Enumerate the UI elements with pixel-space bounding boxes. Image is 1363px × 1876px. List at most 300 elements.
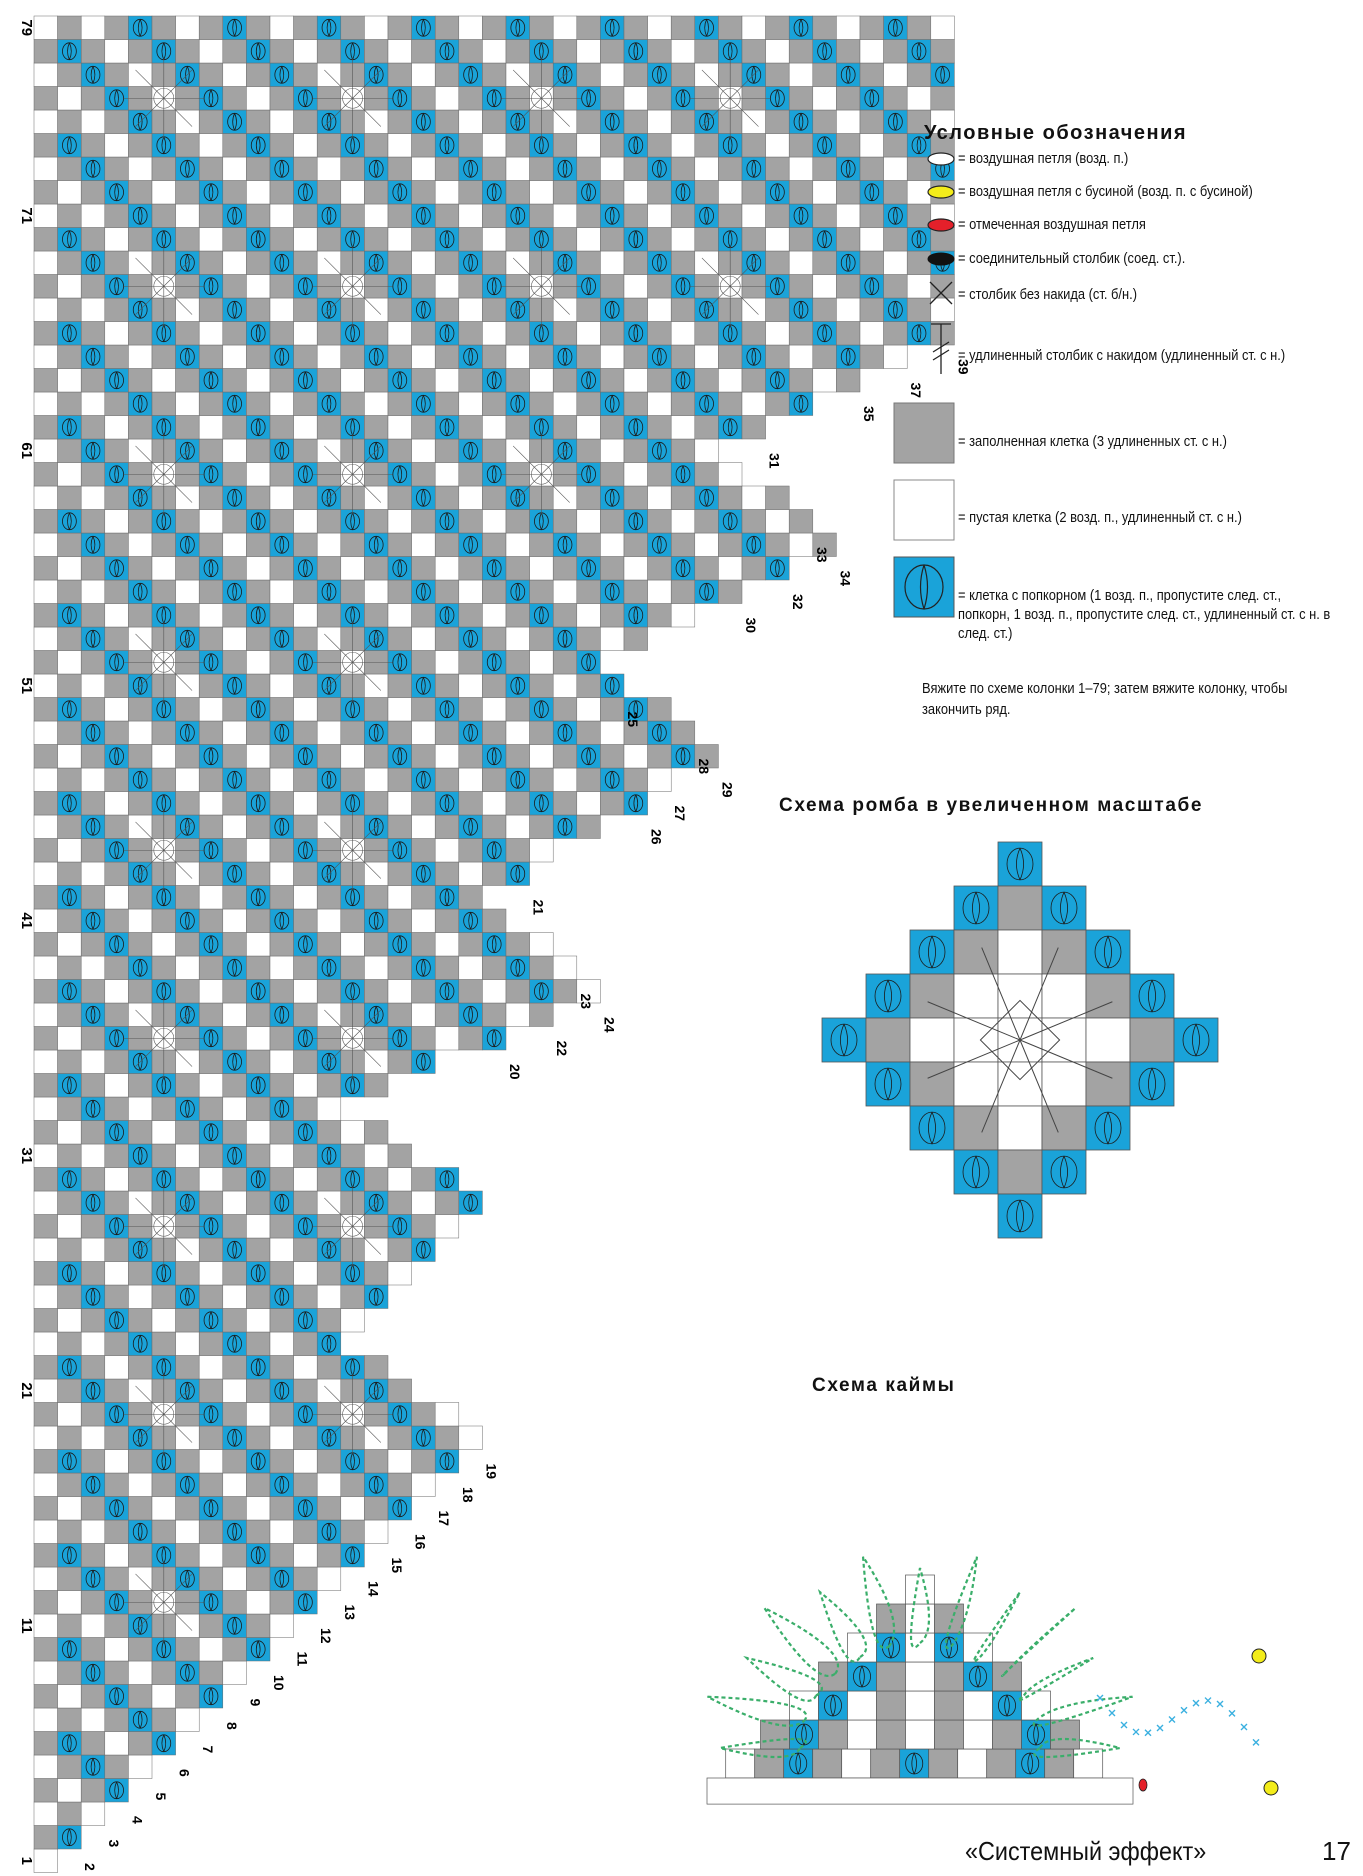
chart-cell — [553, 510, 577, 534]
chart-cell — [34, 1826, 58, 1850]
edging-cell — [877, 1691, 906, 1720]
chart-cell — [624, 251, 648, 275]
chart-cell — [341, 1520, 365, 1544]
chart-cell — [530, 157, 554, 181]
chart-cell — [435, 580, 459, 604]
chart-cell — [506, 721, 530, 745]
chart-cell — [176, 16, 200, 40]
popcorn-mark — [322, 583, 336, 600]
chart-cell — [34, 1779, 58, 1803]
chart-cell — [459, 275, 483, 299]
chart-cell — [553, 792, 577, 816]
chart-cell — [176, 1074, 200, 1098]
edging-cell — [1022, 1691, 1051, 1720]
chart-cell — [459, 416, 483, 440]
row-label: 13 — [341, 1604, 358, 1621]
popcorn-mark — [298, 1218, 312, 1235]
chart-cell — [506, 40, 530, 64]
chart-cell — [459, 510, 483, 534]
chart-cell — [128, 721, 152, 745]
chart-cell — [58, 1027, 82, 1051]
popcorn-mark — [511, 771, 525, 788]
chart-cell — [294, 439, 318, 463]
chart-cell — [81, 1450, 105, 1474]
edging-cross — [1121, 1722, 1127, 1728]
chart-cell — [317, 157, 341, 181]
chart-cell — [81, 40, 105, 64]
popcorn-mark — [157, 1077, 171, 1094]
legend-item-empty: = пустая клетка (2 возд. п., удлиненный ст. с н.) — [958, 509, 1242, 526]
chart-cell — [105, 40, 129, 64]
chart-cell — [577, 604, 601, 628]
chart-cell — [34, 322, 58, 346]
chart-cell — [553, 369, 577, 393]
chart-cell — [270, 181, 294, 205]
popcorn-mark — [440, 325, 454, 342]
popcorn-mark — [251, 1453, 265, 1470]
chart-cell — [270, 110, 294, 134]
chart-cell — [648, 486, 672, 510]
row-label: 3 — [105, 1839, 122, 1848]
popcorn-mark — [62, 231, 76, 248]
chart-cell — [718, 557, 742, 581]
chart-cell — [246, 439, 270, 463]
chart-cell — [600, 557, 624, 581]
popcorn-mark — [818, 137, 832, 154]
chart-cell — [388, 721, 412, 745]
chart-cell — [223, 1074, 247, 1098]
rhombus-cell — [1042, 974, 1086, 1018]
popcorn-mark — [228, 207, 242, 224]
chart-cell — [246, 1614, 270, 1638]
popcorn-mark — [888, 19, 902, 36]
popcorn-mark — [464, 630, 478, 647]
chart-cell — [176, 745, 200, 769]
chart-cell — [506, 533, 530, 557]
popcorn-mark — [534, 701, 548, 718]
chart-cell — [506, 698, 530, 722]
chart-cell — [506, 627, 530, 651]
chart-cell — [317, 1074, 341, 1098]
chart-cell — [695, 345, 719, 369]
popcorn-mark — [110, 1594, 124, 1611]
chart-cell — [553, 16, 577, 40]
popcorn-mark — [346, 1453, 360, 1470]
chart-cell — [530, 580, 554, 604]
chart-cell — [81, 1027, 105, 1051]
chart-cell — [34, 768, 58, 792]
chart-cell — [388, 1473, 412, 1497]
popcorn-mark — [298, 466, 312, 483]
chart-cell — [105, 815, 129, 839]
popcorn-mark — [676, 372, 690, 389]
chart-cell — [317, 416, 341, 440]
chart-cell — [34, 1027, 58, 1051]
popcorn-mark — [393, 466, 407, 483]
chart-cell — [294, 604, 318, 628]
chart-cell — [199, 322, 223, 346]
popcorn-mark — [180, 724, 194, 741]
rhombus-cell — [998, 1106, 1042, 1150]
chart-cell — [128, 228, 152, 252]
popcorn-mark — [605, 113, 619, 130]
chart-cell — [270, 1356, 294, 1380]
popcorn-mark — [133, 771, 147, 788]
chart-cell — [412, 1450, 436, 1474]
edging-cross — [1169, 1717, 1175, 1723]
popcorn-mark — [511, 865, 525, 882]
popcorn-mark — [110, 184, 124, 201]
popcorn-mark — [582, 560, 596, 577]
chart-cell — [341, 956, 365, 980]
rhombus-chart — [760, 820, 1280, 1350]
chart-cell — [718, 181, 742, 205]
chart-cell — [152, 345, 176, 369]
chart-cell — [105, 322, 129, 346]
popcorn-mark — [534, 513, 548, 530]
chart-cell — [317, 1309, 341, 1333]
chart-cell — [34, 533, 58, 557]
chart-cell — [600, 745, 624, 769]
chart-cell — [176, 980, 200, 1004]
chart-cell — [341, 580, 365, 604]
edging-cell — [848, 1720, 877, 1749]
popcorn-mark — [298, 936, 312, 953]
chart-cell — [270, 1426, 294, 1450]
chart-cell — [176, 1520, 200, 1544]
chart-cell — [553, 698, 577, 722]
chart-cell — [624, 204, 648, 228]
chart-cell — [34, 251, 58, 275]
popcorn-mark — [86, 1382, 100, 1399]
chart-cell — [695, 533, 719, 557]
edging-cross — [1193, 1700, 1199, 1706]
chart-cell — [246, 463, 270, 487]
popcorn-mark — [157, 795, 171, 812]
chart-cell — [81, 1050, 105, 1074]
popcorn-mark — [298, 184, 312, 201]
popcorn-mark — [298, 748, 312, 765]
chart-cell — [624, 275, 648, 299]
chart-cell — [270, 1497, 294, 1521]
chart-cell — [364, 228, 388, 252]
popcorn-mark — [770, 372, 784, 389]
legend-item-cross: = столбик без накида (ст. б/н.) — [958, 286, 1138, 303]
chart-cell — [671, 416, 695, 440]
chart-cell — [294, 1238, 318, 1262]
chart-cell — [884, 181, 908, 205]
chart-cell — [81, 463, 105, 487]
chart-cell — [34, 1074, 58, 1098]
chart-cell — [364, 1262, 388, 1286]
chart-cell — [459, 862, 483, 886]
chart-cell — [246, 651, 270, 675]
chart-cell — [530, 674, 554, 698]
chart-cell — [128, 1755, 152, 1779]
column-label: 31 — [18, 1147, 35, 1165]
chart-cell — [860, 110, 884, 134]
chart-cell — [105, 1168, 129, 1192]
chart-cell — [176, 1332, 200, 1356]
popcorn-mark — [204, 1030, 218, 1047]
chart-cell — [506, 228, 530, 252]
chart-cell — [34, 463, 58, 487]
chart-cell — [81, 698, 105, 722]
chart-cell — [648, 204, 672, 228]
popcorn-mark — [86, 536, 100, 553]
chart-cell — [152, 1144, 176, 1168]
popcorn-mark — [393, 1500, 407, 1517]
chart-cell — [388, 604, 412, 628]
chart-cell — [412, 745, 436, 769]
chart-cell — [412, 1003, 436, 1027]
rhombus-section-title: Схема ромба в увеличенном масштабе — [779, 795, 1203, 816]
popcorn-mark — [534, 137, 548, 154]
footer-title: «Системный эффект» — [965, 1836, 1207, 1866]
chart-cell — [294, 322, 318, 346]
chart-cell — [223, 1638, 247, 1662]
chart-cell — [246, 1027, 270, 1051]
chart-cell — [530, 16, 554, 40]
chart-cell — [412, 604, 436, 628]
popcorn-mark — [251, 1359, 265, 1376]
legend-item-treble: = удлиненный столбик с накидом (удлиненный ст. с н.) — [958, 347, 1286, 364]
popcorn-mark — [157, 983, 171, 1000]
chart-cell — [341, 721, 365, 745]
popcorn-mark — [298, 278, 312, 295]
chart-cell — [246, 557, 270, 581]
chart-cell — [553, 392, 577, 416]
chart-cell — [246, 909, 270, 933]
chart-cell — [506, 980, 530, 1004]
chart-cell — [766, 134, 790, 158]
chart-cell — [58, 933, 82, 957]
chart-cell — [813, 63, 837, 87]
chart-cell — [223, 651, 247, 675]
popcorn-mark — [875, 1068, 901, 1100]
chart-cell — [58, 1802, 82, 1826]
chart-cell — [482, 134, 506, 158]
popcorn-mark — [86, 724, 100, 741]
chart-cell — [34, 1238, 58, 1262]
popcorn-mark — [440, 231, 454, 248]
chart-cell — [317, 1544, 341, 1568]
chart-cell — [624, 345, 648, 369]
chart-cell — [105, 1285, 129, 1309]
chart-cell — [176, 416, 200, 440]
chart-cell — [789, 181, 813, 205]
legend-item-bead: = воздушная петля с бусиной (возд. п. с бусиной) — [958, 183, 1253, 200]
chart-cell — [742, 557, 766, 581]
chart-cell — [648, 392, 672, 416]
popcorn-mark — [464, 348, 478, 365]
row-label: 30 — [743, 617, 759, 634]
chart-cell — [152, 1285, 176, 1309]
chart-cell — [105, 1426, 129, 1450]
chart-cell — [482, 533, 506, 557]
chart-cell — [246, 839, 270, 863]
chart-cell — [34, 980, 58, 1004]
chart-cell — [648, 416, 672, 440]
chart-cell — [34, 792, 58, 816]
chart-cell — [152, 1520, 176, 1544]
popcorn-mark — [228, 771, 242, 788]
popcorn-mark — [393, 936, 407, 953]
popcorn-mark — [582, 748, 596, 765]
popcorn-mark — [110, 466, 124, 483]
popcorn-mark — [133, 959, 147, 976]
chart-cell — [105, 204, 129, 228]
chart-cell — [695, 557, 719, 581]
chart-cell — [270, 651, 294, 675]
slip-stitch-icon — [926, 251, 956, 267]
chart-cell — [364, 369, 388, 393]
popcorn-mark — [464, 442, 478, 459]
popcorn-mark — [676, 90, 690, 107]
chart-cell — [223, 416, 247, 440]
chart-cell — [294, 1050, 318, 1074]
popcorn-mark — [346, 795, 360, 812]
chart-cell — [317, 1450, 341, 1474]
chart-cell — [600, 322, 624, 346]
chart-cell — [671, 157, 695, 181]
legend-item-chain: = воздушная петля (возд. п.) — [958, 150, 1129, 167]
chart-cell — [294, 1003, 318, 1027]
popcorn-mark — [346, 607, 360, 624]
chart-cell — [742, 486, 766, 510]
column-label: 79 — [18, 19, 35, 37]
chart-cell — [388, 698, 412, 722]
chart-cell — [34, 1732, 58, 1756]
chart-cell — [199, 1191, 223, 1215]
popcorn-mark — [133, 395, 147, 412]
chart-cell — [341, 1285, 365, 1309]
chart-cell — [199, 416, 223, 440]
chart-cell — [671, 580, 695, 604]
popcorn-mark — [346, 419, 360, 436]
popcorn-mark — [818, 231, 832, 248]
chart-cell — [81, 862, 105, 886]
row-label: 14 — [365, 1581, 382, 1597]
chart-cell — [577, 63, 601, 87]
popcorn-mark — [629, 513, 643, 530]
chart-cell — [223, 533, 247, 557]
chart-cell — [624, 486, 648, 510]
chart-cell — [58, 1238, 82, 1262]
chart-cell — [34, 369, 58, 393]
chart-cell — [199, 1238, 223, 1262]
chart-cell — [223, 63, 247, 87]
popcorn-mark — [275, 818, 289, 835]
popcorn-mark — [86, 254, 100, 271]
popcorn-mark — [62, 137, 76, 154]
chart-cell — [128, 322, 152, 346]
chart-cell — [58, 392, 82, 416]
chart-cell — [695, 369, 719, 393]
chart-cell — [412, 369, 436, 393]
chart-cell — [34, 1144, 58, 1168]
chart-cell — [152, 16, 176, 40]
popcorn-mark — [629, 325, 643, 342]
popcorn-mark — [275, 912, 289, 929]
popcorn-mark — [393, 1030, 407, 1047]
chart-cell — [671, 721, 695, 745]
chart-cell — [176, 698, 200, 722]
rhombus-cell — [954, 1062, 998, 1106]
chart-cell — [246, 16, 270, 40]
chart-cell — [742, 392, 766, 416]
chart-cell — [435, 1215, 459, 1239]
popcorn-mark — [251, 419, 265, 436]
chart-cell — [294, 815, 318, 839]
chart-cell — [199, 533, 223, 557]
chart-cell — [58, 204, 82, 228]
chart-cell — [58, 298, 82, 322]
chart-cell — [482, 674, 506, 698]
chart-cell — [34, 1191, 58, 1215]
chart-cell — [34, 1003, 58, 1027]
popcorn-mark — [346, 701, 360, 718]
chart-cell — [317, 721, 341, 745]
chart-cell — [34, 1262, 58, 1286]
row-label: 22 — [554, 1040, 571, 1057]
popcorn-mark — [393, 184, 407, 201]
chart-cell — [34, 604, 58, 628]
popcorn-mark — [204, 936, 218, 953]
chart-cell — [317, 1262, 341, 1286]
bead-oval-icon — [926, 184, 956, 200]
popcorn-mark — [275, 1006, 289, 1023]
popcorn-mark — [228, 865, 242, 882]
popcorn-mark — [62, 983, 76, 1000]
chart-cell — [577, 674, 601, 698]
popcorn-mark — [86, 1100, 100, 1117]
chart-cell — [270, 392, 294, 416]
chart-cell — [81, 275, 105, 299]
popcorn-mark — [251, 325, 265, 342]
chart-cell — [648, 275, 672, 299]
chart-cell — [577, 134, 601, 158]
chart-cell — [128, 1450, 152, 1474]
popcorn-mark — [251, 1077, 265, 1094]
chart-cell — [836, 87, 860, 111]
chart-cell — [270, 1121, 294, 1145]
popcorn-mark — [62, 325, 76, 342]
chart-cell — [577, 228, 601, 252]
chart-cell — [388, 1050, 412, 1074]
chart-cell — [836, 369, 860, 393]
chart-cell — [81, 1685, 105, 1709]
chart-cell — [223, 604, 247, 628]
chart-cell — [105, 1332, 129, 1356]
chart-cell — [600, 533, 624, 557]
chart-cell — [341, 533, 365, 557]
rhombus-cell — [954, 1018, 998, 1062]
chart-cell — [176, 792, 200, 816]
chart-cell — [223, 157, 247, 181]
chart-cell — [105, 1003, 129, 1027]
chart-cell — [364, 698, 388, 722]
popcorn-mark — [440, 43, 454, 60]
popcorn-mark — [487, 560, 501, 577]
popcorn-mark — [464, 912, 478, 929]
chart-cell — [459, 463, 483, 487]
chart-cell — [412, 627, 436, 651]
chart-cell — [553, 134, 577, 158]
chart-cell — [34, 416, 58, 440]
chart-cell — [270, 1591, 294, 1615]
chart-cell — [317, 1285, 341, 1309]
